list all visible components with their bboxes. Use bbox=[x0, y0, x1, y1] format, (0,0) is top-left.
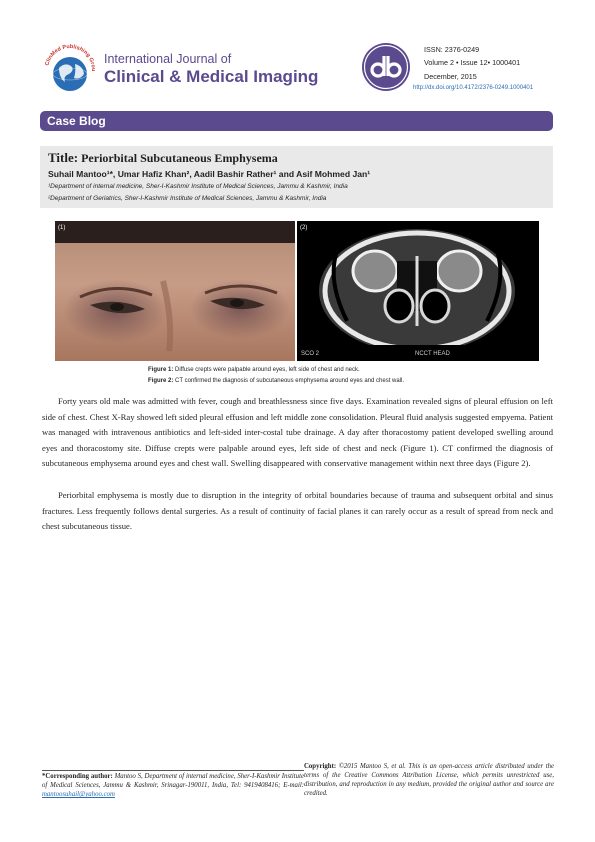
ct-label-right: NCCT HEAD bbox=[415, 351, 450, 357]
volume-issue: Volume 2 • Issue 12• 1000401 bbox=[424, 58, 521, 67]
publication-date: December, 2015 bbox=[424, 72, 477, 81]
publisher-logo-text: ClinMed Publishing Grou bbox=[44, 43, 97, 72]
publisher-globe-logo bbox=[42, 42, 98, 98]
corresponding-email-link[interactable]: mantoosuhail@yahoo.com bbox=[42, 791, 115, 798]
copyright-text: ©2015 Mantoo S, et al. This is an open-access article distributed under the terms of the Creative Commons Attribution License, which permits unrestricted use, distribution, and reproduction in any medium, provided the original author and source are credited. bbox=[304, 763, 554, 797]
figure1-caption-text: Diffuse crepts were palpable around eyes, left side of chest and neck. bbox=[175, 367, 360, 373]
author-list: Suhail Mantoo¹*, Umar Hafiz Khan², Aadil Bashir Rather¹ and Asif Mohmed Jan¹ bbox=[48, 169, 371, 179]
copyright-note bbox=[304, 762, 554, 798]
doi-link[interactable]: http://dx.doi.org/10.4172/2376-0249.1000401 bbox=[413, 85, 534, 91]
corresponding-author-text: Mantoo S, Department of internal medicine, Sher-I-Kashmir Institute of Medical Sciences, Jammu & Kashmir, Srinagar-190011, India, Tel: 9419408416; E-mail: bbox=[42, 773, 304, 789]
journal-name-line1: International Journal of bbox=[104, 52, 232, 66]
figure2-caption bbox=[148, 378, 404, 384]
section-label: Case Blog bbox=[47, 114, 106, 128]
ct-label-left: SCO 2 bbox=[301, 351, 320, 357]
footer-divider bbox=[42, 770, 304, 771]
affiliation-2: ²Department of Geriatrics, Sher-I-Kashmir Institute of Medical Sciences, Jammu & Kashmir, India bbox=[48, 195, 327, 202]
figure2-caption-text: CT confirmed the diagnosis of subcutaneous emphysema around eyes and chest wall. bbox=[175, 378, 405, 384]
copyright-label: Copyright: bbox=[304, 763, 337, 770]
title-text: Periorbital Subcutaneous Emphysema bbox=[81, 151, 278, 165]
body-paragraph-2 bbox=[42, 488, 553, 535]
affiliation-1: ¹Department of internal medicine, Sher-I-Kashmir Institute of Medical Sciences, Jammu & Kashmir, India bbox=[48, 183, 348, 190]
figure1-caption-label: Figure 1: bbox=[148, 367, 174, 373]
figure1-panel-label: (1) bbox=[58, 225, 66, 231]
corresponding-author-note bbox=[42, 772, 304, 799]
section-bar bbox=[40, 111, 553, 131]
journal-monogram-logo bbox=[361, 42, 411, 92]
article-title bbox=[48, 150, 278, 166]
title-prefix: Title: bbox=[48, 150, 79, 165]
paragraph-2-text: Periorbital emphysema is mostly due to disruption in the integrity of orbital boundaries because of trauma and subsequent orbital and sinus fractures. Less frequently follows dental surgeries. As a result of continuity of facial planes it can rarely occur as a result of spread from neck and chest subcutaneous tissue. bbox=[42, 490, 553, 531]
figure1-caption bbox=[148, 367, 360, 373]
corresponding-author-label: *Corresponding author: bbox=[42, 773, 113, 780]
figure1-eyes-photo bbox=[55, 221, 295, 361]
issn: ISSN: 2376-0249 bbox=[424, 45, 480, 54]
paragraph-1-text: Forty years old male was admitted with fever, cough and breathlessness since five days. Examination revealed signs of pleural effusion on left side of chest. Chest X-Ray showed left sided pleural effusion and left middle zone consolidation. Pleural fluid analysis suggested empyema. Patient was managed with intravenous antibiotics and left-sided inter-costal tube drainage. A day after thoracostomy patient developed swelling around eyes and thoracostomy site. Diffuse crepts were palpable around eyes, left side of chest and neck (Figure 1). CT confirmed the diagnosis of subcutaneous emphysema around eyes and chest wall. Swelling disappeared with conservative management within next three days (Figure 2). bbox=[42, 396, 553, 468]
figure2-panel-label: (2) bbox=[300, 225, 308, 231]
journal-name-line2: Clinical & Medical Imaging bbox=[104, 67, 319, 86]
body-paragraph-1 bbox=[42, 394, 553, 472]
figure2-ct-scan bbox=[297, 221, 539, 361]
figure2-caption-label: Figure 2: bbox=[148, 378, 174, 384]
